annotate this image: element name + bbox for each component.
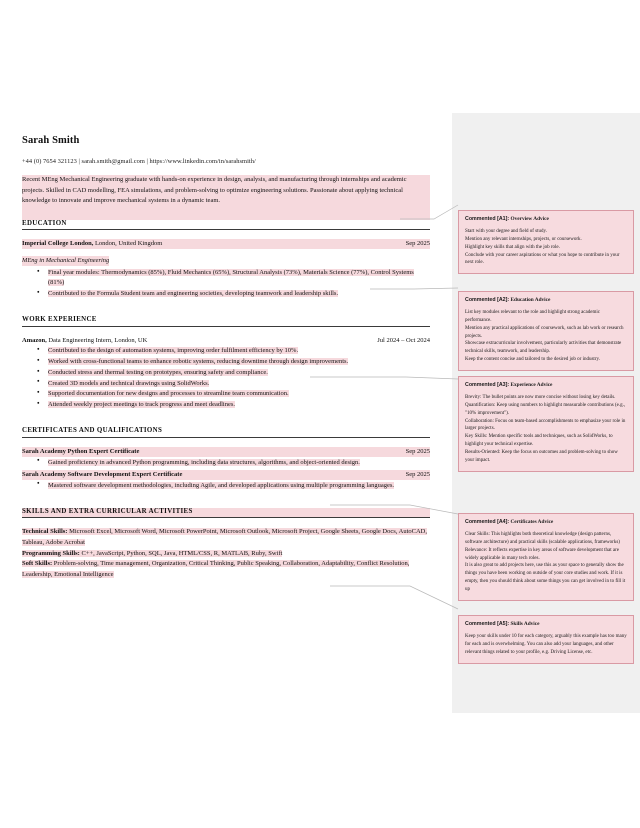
section-heading-work-experience: WORK EXPERIENCE <box>22 316 430 327</box>
certificate-date: Sep 2025 <box>405 470 430 478</box>
skills-value-technical: Microsoft Excel, Microsoft Word, Microsoft PowerPoint, Microsoft Outlook, Microsoft Project, Google Sheets, Google Docs, AutoCAD, Tableau, Adobe Acrobat <box>22 528 427 546</box>
certificate-entry-1 <box>22 447 430 468</box>
comment-tag: Commented [A1]: <box>465 216 510 222</box>
skills-label-technical: Technical Skills: <box>22 528 68 536</box>
skills-value-soft: Problem-solving, Time management, Organization, Critical Thinking, Public Speaking, Collaboration, Adaptability, Conflict Resolution, Leadership, Emotional Intelligence <box>22 560 410 578</box>
list-item <box>48 481 430 491</box>
certificate-entry-row <box>22 470 430 480</box>
work-org: Amazon, <box>22 336 47 344</box>
certificate-bullet-text: Mastered software development methodologies, including Agile, and developed applications using multiple programming languages. <box>48 481 395 489</box>
comment-line: Highlight key skills that align with the job role. <box>465 244 560 250</box>
comment-line: Mention any practical applications of coursework, such as lab work or research projects. <box>465 325 624 339</box>
page-title: Sarah Smith <box>22 135 80 146</box>
section-heading-education: EDUCATION <box>22 220 430 231</box>
certificate-name <box>22 447 139 457</box>
comment-subject: Experience Advice <box>509 382 553 388</box>
comment-line: List key modules relevant to the role and highlight strong academic performance. <box>465 309 600 323</box>
certificate-date: Sep 2025 <box>405 447 430 455</box>
comment-body <box>465 633 627 657</box>
comment-line: Relevance: It reflects expertise in key areas of software development that are widely applicable in many tech roles. <box>465 547 619 561</box>
comment-tag: Commented [A2]: <box>465 297 510 303</box>
comment-title <box>465 297 627 304</box>
certificate-entry-2 <box>22 470 430 491</box>
comment-box-a1[interactable] <box>458 210 634 274</box>
work-bullets <box>22 346 430 410</box>
education-entry-row <box>22 239 430 249</box>
work-org-line <box>22 336 147 346</box>
education-bullets <box>22 268 430 299</box>
summary-highlight <box>22 175 430 220</box>
list-item <box>48 289 430 299</box>
certificate-title: Sarah Academy Software Development Expert Certificate <box>22 470 183 478</box>
comment-line: Clear Skills: This highlights both theoretical knowledge (design patterns, software architecture) and practical skills (scalable applications, frameworks) <box>465 531 620 545</box>
skills-block <box>22 527 430 580</box>
work-entry <box>22 336 430 411</box>
work-entry-row <box>22 336 430 346</box>
work-bullet-text: Created 3D models and technical drawings using SolidWorks. <box>48 379 210 387</box>
comment-box-a2[interactable] <box>458 291 634 371</box>
education-org-line <box>22 239 162 249</box>
education-degree: MEng in Mechanical Engineering <box>22 256 110 264</box>
section-heading-skills: SKILLS AND EXTRA CURRICULAR ACTIVITIES <box>22 508 430 519</box>
work-bullet-text: Contributed to the design of automation systems, improving order fulfilment efficiency by 10%. <box>48 347 299 355</box>
comment-line: Key Skills: Mention specific tools and techniques, such as SolidWorks, to highlight your technical expertise. <box>465 434 613 448</box>
comment-subject: Skills Advice <box>509 621 540 627</box>
certificate-name <box>22 470 182 480</box>
comment-line: Results-Oriented: Keep the focus on outcomes and problem-solving to show your impact. <box>465 450 618 463</box>
section-heading-certificates: CERTIFICATES AND QUALIFICATIONS <box>22 427 430 438</box>
comment-tag: Commented [A3]: <box>465 382 510 388</box>
comment-line: Showcase extracurricular involvement, particularly activities that demonstrate technical skills, teamwork, and leadership. <box>465 341 622 355</box>
education-bullet-text: Contributed to the Formula Student team and engineering societies, developing teamwork and leadership skills. <box>48 289 339 297</box>
comment-line: Keep your skills under 10 for each category, arguably this example has too many for each and is overwhelming. You can also add your languages, and other relevant things related to your profile, e.g. Driving License, etc. <box>465 633 627 655</box>
list-item <box>48 389 430 399</box>
work-bullet-text: Worked with cross-functional teams to enhance robotic systems, reducing downtime through design improvements. <box>48 358 349 366</box>
education-bullet-text: Final year modules: Thermodynamics (85%), Fluid Mechanics (65%), Structural Analysis (73%), Materials Science (77%), Control Systems (81%) <box>48 268 414 287</box>
education-date: Sep 2025 <box>405 240 430 248</box>
list-item <box>48 379 430 389</box>
comment-tag: Commented [A5]: <box>465 621 510 627</box>
comment-subject: Overview Advice <box>509 216 549 222</box>
comment-title <box>465 621 627 628</box>
comment-box-a5[interactable] <box>458 615 634 664</box>
comment-body <box>465 309 627 364</box>
contact-line: +44 (0) 7654 321123 | sarah.smith@gmail.com | https://www.linkedin.com/in/sarahsmith/ <box>22 158 256 165</box>
skills-line-soft <box>22 559 430 580</box>
comment-title <box>465 216 627 223</box>
comment-body <box>465 531 627 594</box>
comment-line: Collaboration: Focus on team-based accomplishments to emphasize your role in larger projects. <box>465 418 626 432</box>
certificate-entry-row <box>22 447 430 457</box>
work-date: Jul 2024 – Oct 2024 <box>377 336 430 344</box>
work-bullet-text: Conducted stress and thermal testing on prototypes, ensuring safety and compliance. <box>48 368 268 376</box>
skills-label-soft: Soft Skills: <box>22 560 53 568</box>
comment-tag: Commented [A4]: <box>465 519 510 525</box>
comment-line: Start with your degree and field of study. <box>465 228 547 234</box>
education-org: Imperial College London, <box>22 240 94 248</box>
comment-box-a4[interactable] <box>458 513 634 601</box>
skills-value-programming: C++, JavaScript, Python, SQL, Java, HTML/CSS, R, MATLAB, Ruby, Swift <box>79 549 283 557</box>
comment-line: Quantification: Keep using numbers to highlight measurable contributions (e.g., "10% improvement"). <box>465 402 626 416</box>
work-bullet-text: Supported documentation for new designs and processes to streamline team communication. <box>48 390 289 398</box>
comment-line: Mention any relevant internships, projects, or coursework. <box>465 236 582 242</box>
comment-subject: Certificates Advice <box>509 519 554 525</box>
comment-line: Conclude with your career aspirations or what you hope to contribute in your next role. <box>465 252 620 266</box>
summary-paragraph: Recent MEng Mechanical Engineering graduate with hands-on experience in design, analysis, and manufacturing through internships and academic projects. Skilled in CAD modelling, FEA simulations, and problem-solving to optimize engineering solutions. Passionate about applying technical knowledge to innovate and improve mechanical systems in a dynamic team. <box>22 176 407 205</box>
comment-body <box>465 228 627 267</box>
comment-title <box>465 382 627 389</box>
list-item <box>48 346 430 356</box>
list-item <box>48 400 430 410</box>
education-location: London, United Kingdom <box>93 240 163 248</box>
certificate-title: Sarah Academy Python Expert Certificate <box>22 447 140 455</box>
comment-title <box>465 519 627 526</box>
comment-line: Brevity: The bullet points are now more concise without losing key details. <box>465 394 616 400</box>
comment-body <box>465 394 627 465</box>
education-entry <box>22 239 430 299</box>
list-item <box>48 368 430 378</box>
certificate-bullets <box>22 458 430 468</box>
skills-label-programming: Programming Skills: <box>22 549 80 557</box>
skills-line-technical <box>22 527 430 548</box>
list-item <box>48 268 430 289</box>
comment-extra-note: It is also great to add projects here, use this as your space to generally show the things you have been working on outside of your core studies and work. If it is empty, then you should think about some things you can get involved in to fill it up <box>465 563 626 593</box>
list-item <box>48 357 430 367</box>
comment-box-a3[interactable] <box>458 376 634 472</box>
work-role: Data Engineering Intern, London, UK <box>46 336 148 344</box>
certificate-bullets <box>22 481 430 491</box>
comment-subject: Education Advice <box>509 297 551 303</box>
work-bullet-text: Attended weekly project meetings to track progress and meet deadlines. <box>48 401 235 409</box>
certificate-bullet-text: Gained proficiency in advanced Python programming, including data structures, algorithms, and object-oriented design. <box>48 458 360 466</box>
list-item <box>48 458 430 468</box>
comment-line: Keep the content concise and tailored to the desired job or industry. <box>465 357 600 363</box>
skills-line-programming <box>22 549 430 560</box>
